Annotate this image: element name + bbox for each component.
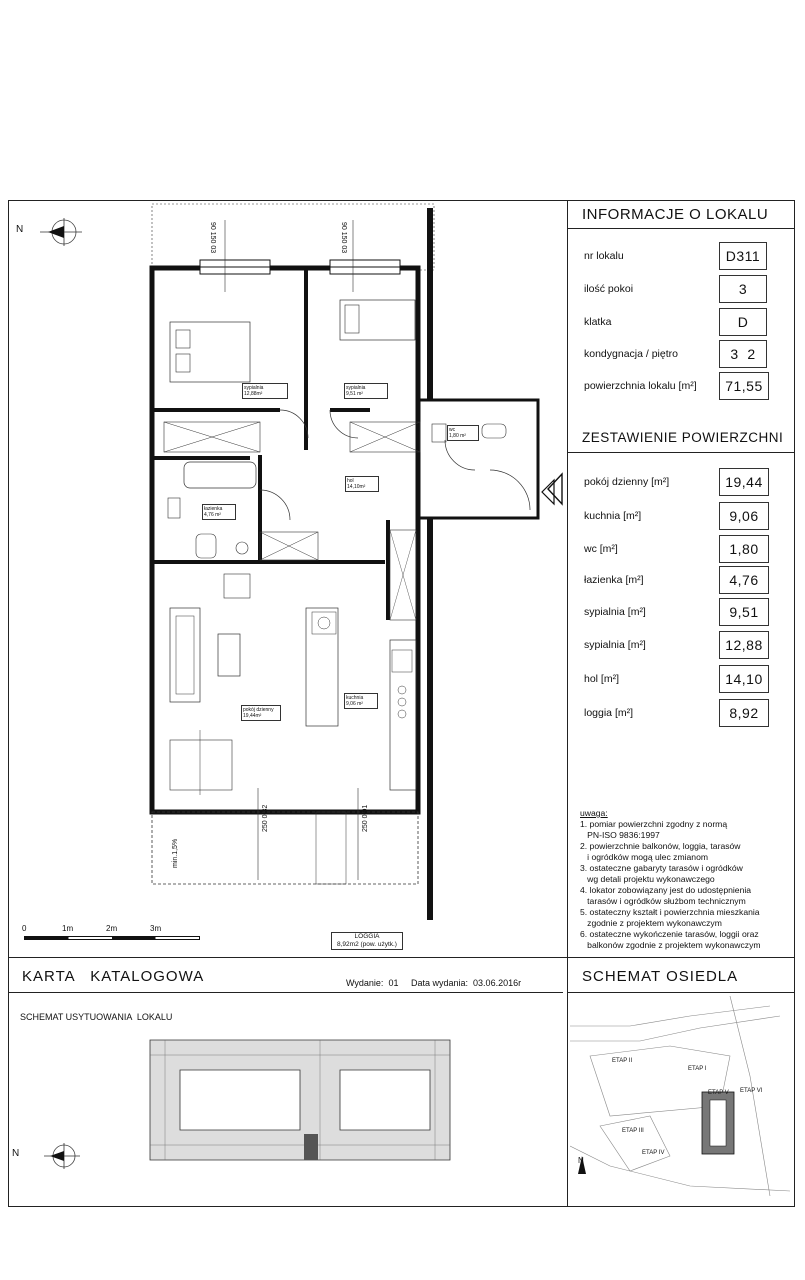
info-value: 3 2 [719,340,767,368]
area-label: loggia [m²] [584,707,634,719]
area-value: 12,88 [719,631,769,659]
note-line: 6. ostateczne wykończenie tarasów, loggii oraz [580,929,759,939]
info-title: INFORMACJE O LOKALU [582,206,769,223]
notes-list [580,819,795,951]
area-value: 9,06 [719,502,769,530]
schema-north-label: N [12,1148,20,1159]
area-label: sypialnia [m²] [584,606,646,618]
scale-label-1: 1m [62,924,74,933]
info-underline [567,228,795,229]
room-label-bedroom-1: sypialnia 12,88m² [242,383,288,399]
schema-north-icon [26,1138,82,1174]
loggia-label: LOGGIA 8,92m2 (pow. użytk.) [331,932,403,950]
estate-title-divider [567,992,795,993]
door-1-dims: 250 0 32 [262,804,269,832]
room-label-hall: hol 14,10m² [345,476,379,492]
info-label: powierzchnia lokalu [m²] [584,380,697,392]
window-1-dims: 90 150 03 [209,222,216,254]
info-label: klatka [584,316,612,328]
footer-title-divider [8,992,563,993]
area-value: 8,92 [719,699,769,727]
estate-label-1: ETAP II [612,1058,633,1064]
note-line: 1. pomiar powierzchni zgodny z normą [580,819,728,829]
area-value: 14,10 [719,665,769,693]
note-line: i ogródków mogą ulec zmianom [580,852,709,862]
area-label: sypialnia [m²] [584,639,646,651]
estate-schema-title: SCHEMAT OSIEDLA [582,968,739,985]
loggia-slope: min.1,5% [172,838,179,868]
info-value: D [719,308,767,336]
note-line: 2. powierzchnie balkonów, loggia, tarasów [580,841,741,851]
areas-underline [567,452,795,453]
area-value: 9,51 [719,598,769,626]
note-line: balkonów zgodnie z projektem wykonawczym [580,940,761,950]
room-label-wc: wc 1,80 m² [447,425,479,441]
room-label-bathroom: łazienka 4,76 m² [202,504,236,520]
area-label: pokój dzienny [m²] [584,476,670,488]
door-2-dims: 250 0 01 [362,804,369,832]
area-value: 1,80 [719,535,769,563]
estate-label-2: ETAP I [688,1066,707,1072]
north-arrow-icon [18,212,84,252]
estate-map [570,996,793,1196]
column-divider [567,200,568,957]
note-line: 4. lokator zobowiązany jest do udostępnienia [580,885,752,895]
info-value: 71,55 [719,372,769,400]
estate-north-label: N [578,1156,584,1165]
area-value: 4,76 [719,566,769,594]
estate-label-3: ETAP III [622,1128,644,1134]
estate-label-5: ETAP V [708,1090,729,1096]
note-line: tarasów i ogródków służbom technicznym [580,896,746,906]
area-label: wc [m²] [584,543,618,555]
edition-info: Wydanie: 01 Data wydania: 03.06.2016r [346,978,522,988]
estate-label-4: ETAP IV [642,1150,665,1156]
note-line: PN-ISO 9836:1997 [580,830,660,840]
note-line: 3. ostateczne gabaryty tarasów i ogródków [580,863,743,873]
note-line: wg detali projektu wykonawczego [580,874,715,884]
room-label-living: pokój dzienny 19,44m² [241,705,281,721]
area-value: 19,44 [719,468,769,496]
scale-bar [24,936,200,940]
area-label: hol [m²] [584,673,620,685]
window-2-dims: 90 150 03 [340,222,347,254]
entrance-arrow-icon [546,472,564,506]
scale-label-3: 3m [150,924,162,933]
info-value: D311 [719,242,767,270]
notes-title: uwaga: [580,808,608,818]
note-line: zgodnie z projektem wykonawczym [580,918,722,928]
location-schema-title: SCHEMAT USYTUOWANIA LOKALU [20,1012,173,1022]
scale-label-2: 2m [106,924,118,933]
footer-column-divider [567,957,568,1207]
estate-label-6: ETAP VI [740,1088,763,1094]
room-label-kitchen: kuchnia 9,06 m² [344,693,378,709]
catalog-title: KARTA KATALOGOWA [22,968,205,985]
room-label-bedroom-2: sypialnia 9,51 m² [344,383,388,399]
scale-label-0: 0 [22,924,27,933]
footer-divider [8,957,795,958]
info-value: 3 [719,275,767,303]
areas-title: ZESTAWIENIE POWIERZCHNI [582,430,784,445]
note-line: 5. ostateczny kształt i powierzchnia mieszkania [580,907,760,917]
info-label: nr lokalu [584,250,624,262]
info-label: ilość pokoi [584,283,634,295]
area-label: kuchnia [m²] [584,510,642,522]
floor-plan [140,200,560,930]
north-label: N [16,224,24,235]
notes-block [580,808,795,951]
info-label: kondygnacja / piętro [584,348,678,360]
building-schema [140,1030,470,1170]
area-label: łazienka [m²] [584,574,644,586]
